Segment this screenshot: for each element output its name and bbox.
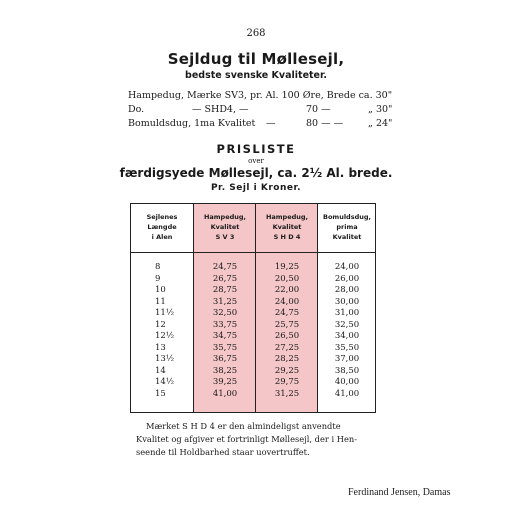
pricelist-unit: Pr. Sejl i Kroner.: [210, 183, 302, 193]
header-divider: [131, 252, 375, 253]
table-cell: 36,75: [212, 354, 238, 364]
header-sv3: [194, 212, 256, 242]
footnote-line: Kvalitet og afgiver et fortrinligt Møllesejl, der i Hen-: [136, 434, 358, 444]
image-credit: Ferdinand Jensen, Damas: [348, 487, 451, 498]
table-cell: 30,00: [334, 296, 360, 307]
table-cell: 28,75: [212, 285, 238, 295]
header-line: Hampedug,: [265, 213, 309, 221]
page-number: 268: [246, 28, 266, 39]
table-cell: 26,00: [334, 273, 360, 284]
column-shd4: [255, 204, 318, 412]
table-cell: 31,00: [334, 308, 360, 318]
table-cell: 33,75: [212, 319, 238, 330]
header-line: Bomuldsdug,: [323, 213, 371, 221]
table-cell: 40,00: [334, 377, 360, 387]
header-line: Sejlenes: [146, 213, 178, 221]
header-line: i Alen: [151, 233, 173, 241]
table-cell: 27,25: [274, 342, 300, 353]
price-table: [130, 203, 376, 413]
table-cell: 35,50: [334, 342, 360, 353]
table-cell: 13½: [155, 354, 175, 364]
header-length: [131, 212, 193, 242]
sv3-values: [194, 262, 256, 400]
table-cell: 39,25: [212, 377, 238, 387]
fabric-width: „ 30": [368, 104, 393, 115]
table-cell: 29,75: [274, 377, 300, 387]
table-cell: 38,50: [334, 365, 360, 376]
header-bomuld: [318, 212, 376, 242]
header-line: prima: [336, 223, 358, 231]
pricelist-over: over: [248, 157, 264, 165]
table-cell: 26,75: [212, 273, 238, 284]
table-cell: 24,75: [212, 262, 238, 272]
header-shd4: [256, 212, 318, 242]
table-cell: 31,25: [274, 388, 300, 399]
table-cell: 14: [155, 365, 166, 376]
pricelist-subheading: færdigsyede Møllesejl, ca. 2½ Al. brede.: [119, 166, 393, 180]
shd4-values: [256, 262, 318, 400]
column-length: [131, 204, 193, 412]
length-values: [131, 262, 193, 400]
table-cell: 14½: [155, 377, 175, 387]
fabric-width: „ 24": [368, 118, 393, 129]
table-cell: 24,00: [274, 296, 300, 307]
fabric-mark: — SHD4, —: [192, 104, 249, 115]
table-cell: 31,25: [212, 296, 238, 307]
fabric-price: 70 —: [306, 104, 331, 115]
page-title: Sejldug til Møllesejl,: [167, 50, 345, 68]
table-cell: 32,50: [334, 319, 360, 330]
header-line: Hampedug,: [203, 213, 247, 221]
bomuld-values: [318, 262, 376, 400]
table-cell: 20,50: [274, 273, 300, 284]
table-cell: 28,25: [274, 354, 300, 364]
table-cell: 8: [155, 262, 161, 272]
header-line: Længde: [147, 223, 177, 231]
table-cell: 35,75: [212, 342, 238, 353]
footnote-line: seende til Holdbarhed staar uovertruffet.: [136, 447, 310, 457]
table-cell: 34,00: [334, 331, 360, 341]
table-cell: 24,00: [334, 262, 360, 272]
table-cell: 41,00: [334, 388, 360, 399]
header-line: Kvalitet: [332, 233, 362, 241]
header-line: Kvalitet: [272, 223, 302, 231]
fabric-price: 80 — —: [306, 118, 344, 129]
table-cell: 22,00: [274, 285, 300, 295]
table-cell: 29,25: [274, 365, 300, 376]
table-cell: 9: [155, 273, 161, 284]
footnote: [136, 420, 386, 459]
table-cell: 32,50: [212, 308, 238, 318]
table-cell: 15: [155, 388, 166, 399]
pricelist-heading: PRISLISTE: [216, 142, 296, 156]
fabric-name: Bomuldsdug, 1ma Kvalitet: [128, 118, 256, 129]
column-sv3: [193, 204, 256, 412]
table-cell: 38,25: [212, 365, 238, 376]
fabric-name: Hampedug, Mærke SV3, pr. Al. 100 Øre, Brede ca. 30": [128, 90, 393, 101]
page-subtitle: bedste svenske Kvaliteter.: [185, 70, 327, 81]
header-line: S H D 4: [273, 233, 301, 241]
table-cell: 37,00: [334, 354, 360, 364]
table-cell: 13: [155, 342, 166, 353]
header-line: S V 3: [215, 233, 235, 241]
column-bomuld: [317, 204, 376, 412]
footnote-line: Mærket S H D 4 er den almindeligst anvendte: [146, 421, 341, 431]
table-cell: 34,75: [212, 331, 238, 341]
header-line: Kvalitet: [210, 223, 240, 231]
table-cell: 28,00: [334, 285, 360, 295]
table-cell: 11: [155, 296, 166, 307]
fabric-name: Do.: [128, 104, 145, 115]
table-cell: 12½: [155, 331, 175, 341]
table-cell: 24,75: [274, 308, 300, 318]
table-cell: 19,25: [274, 262, 300, 272]
fabric-mark: —: [266, 118, 276, 129]
table-cell: 25,75: [274, 319, 300, 330]
table-cell: 12: [155, 319, 166, 330]
table-cell: 11½: [155, 308, 175, 318]
table-cell: 26,50: [274, 331, 300, 341]
table-cell: 41,00: [212, 388, 238, 399]
table-cell: 10: [155, 285, 166, 295]
